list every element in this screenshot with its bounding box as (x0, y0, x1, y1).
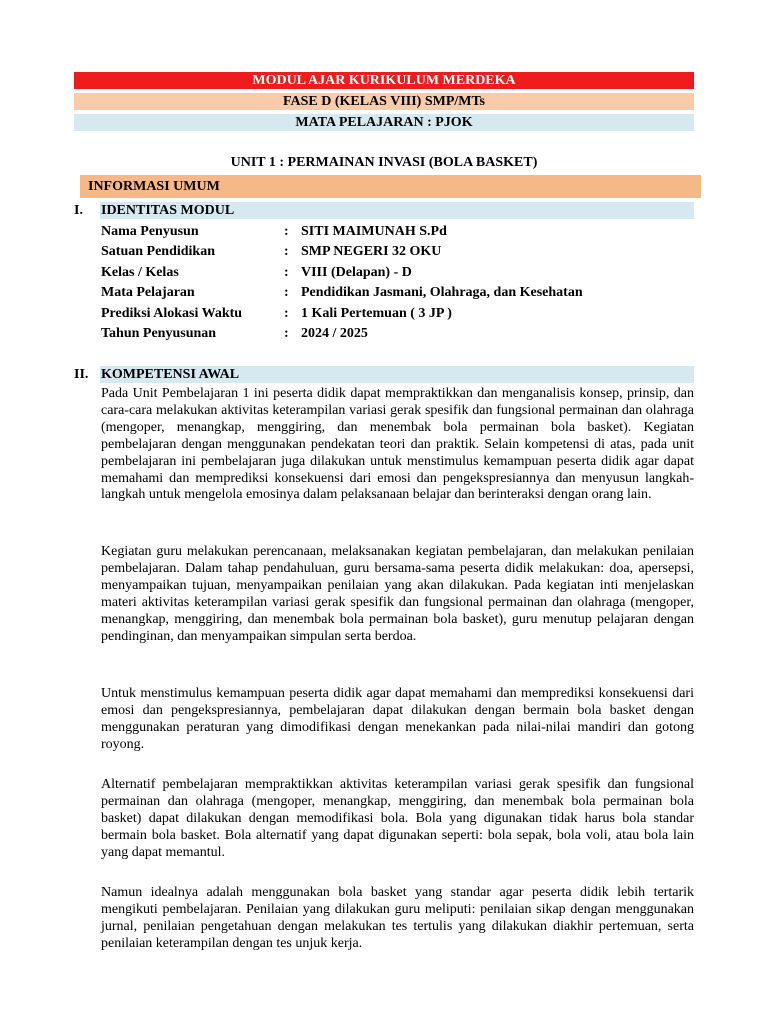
identity-key: Tahun Penyusunan (101, 325, 217, 341)
identity-colon: : (284, 264, 289, 280)
identity-value: SITI MAIMUNAH S.Pd (301, 224, 447, 239)
paragraph-3: Untuk menstimulus kemampuan peserta didik agar dapat memahami dan memprediksi konsekuensi dari emosi dan pengekspresiannya, pembelajaran dapat dilakukan dengan bermain bola basket dengan menggunakan peraturan yang dimodifikasi dengan menekankan pada nilai-nilai mandiri dan gotong royong. (101, 686, 694, 752)
identity-value: VIII (Delapan) - D (301, 264, 412, 280)
section-title: KOMPETENSI AWAL (101, 367, 240, 382)
unit-title: UNIT 1 : PERMAINAN INVASI (BOLA BASKET) (230, 155, 538, 170)
identity-colon: : (284, 285, 289, 301)
module-title-band: MODUL AJAR KURIKULUM MERDEKA (74, 72, 694, 89)
info-umum-heading: INFORMASI UMUM (80, 175, 701, 198)
identity-colon: : (284, 305, 289, 321)
identity-key: Satuan Pendidikan (101, 244, 215, 260)
phase-band: FASE D (KELAS VIII) SMP/MTs (74, 93, 694, 110)
paragraph-1: Pada Unit Pembelajaran 1 ini peserta didik dapat mempraktikkan dan menganalisis konsep, prinsip, dan cara-cara melakukan aktivitas keterampilan variasi gerak spesifik dan fungsional permainan dan olahraga (mengoper, menangkap, menggiring, dan menembak bola permainan bola basket). Kegiatan pembelajaran dengan menggunakan pendekatan teori dan praktik. Selain kompetensi di atas, pada unit pembelajaran ini pembelajaran juga dilakukan untuk menstimulus kemampuan peserta didik agar dapat memahami dan memprediksi konsekuensi dari emosi dan pengekspresiannya dan menyusun langkah-langkah untuk mengelola emosinya dalam pelaksanaan belajar dan berinteraksi dengan orang lain. (101, 386, 694, 503)
identity-colon: : (284, 224, 289, 239)
identity-key: Mata Pelajaran (101, 285, 195, 301)
subject-band: MATA PELAJARAN : PJOK (74, 114, 694, 131)
identity-key: Nama Penyusun (101, 224, 199, 239)
identity-value: Pendidikan Jasmani, Olahraga, dan Kesehatan (301, 285, 583, 301)
identity-key: Prediksi Alokasi Waktu (101, 305, 243, 321)
identity-value: SMP NEGERI 32 OKU (301, 244, 442, 260)
section-title: IDENTITAS MODUL (101, 203, 235, 218)
identity-value: 1 Kali Pertemuan ( 3 JP ) (301, 305, 452, 321)
identity-value: 2024 / 2025 (301, 325, 368, 341)
paragraph-5: Namun idealnya adalah menggunakan bola basket yang standar agar peserta didik lebih tertarik mengikuti pembelajaran. Penilaian yang dilakukan guru meliputi: penilaian sikap dengan menggunakan jurnal, penilaian pengetahuan dengan melakukan tes tertulis yang dilakukan diakhir pertemuan, serta penilaian keterampilan dengan tes unjuk kerja. (101, 885, 694, 951)
identity-key: Kelas / Kelas (101, 264, 179, 280)
identity-colon: : (284, 325, 289, 341)
paragraph-2: Kegiatan guru melakukan perencanaan, melaksanakan kegiatan pembelajaran, dan melakukan penilaian pembelajaran. Dalam tahap pendahuluan, guru bersama-sama peserta didik melakukan: doa, apersepsi, menyampaikan tujuan, menyampaikan penilaian yang akan dilakukan. Pada kegiatan inti menjelaskan materi aktivitas keterampilan variasi gerak spesifik dan fungsional permainan dan olahraga (mengoper, menangkap, menggiring, dan menembak bola permainan bola basket), guru menutup pelajaran dengan pendinginan, dan menyampaikan simpulan serta berdoa. (101, 544, 694, 644)
section-number: I. (74, 203, 83, 218)
section-number: II. (74, 367, 89, 382)
paragraph-4: Alternatif pembelajaran mempraktikkan aktivitas keterampilan variasi gerak spesifik dan fungsional permainan dan olahraga (mengoper, menangkap, menggiring, dan menembak bola permainan bola basket) dapat dilakukan dengan memodifikasi bola. Bola yang digunakan tidak harus bola standar bermain bola basket. Bola alternatif yang dapat digunakan seperti: bola sepak, bola voli, atau bola lain yang dapat memantul. (101, 777, 694, 860)
section-identitas-heading (74, 202, 694, 219)
identity-colon: : (284, 244, 289, 260)
section-kompetensi-heading (74, 366, 694, 383)
